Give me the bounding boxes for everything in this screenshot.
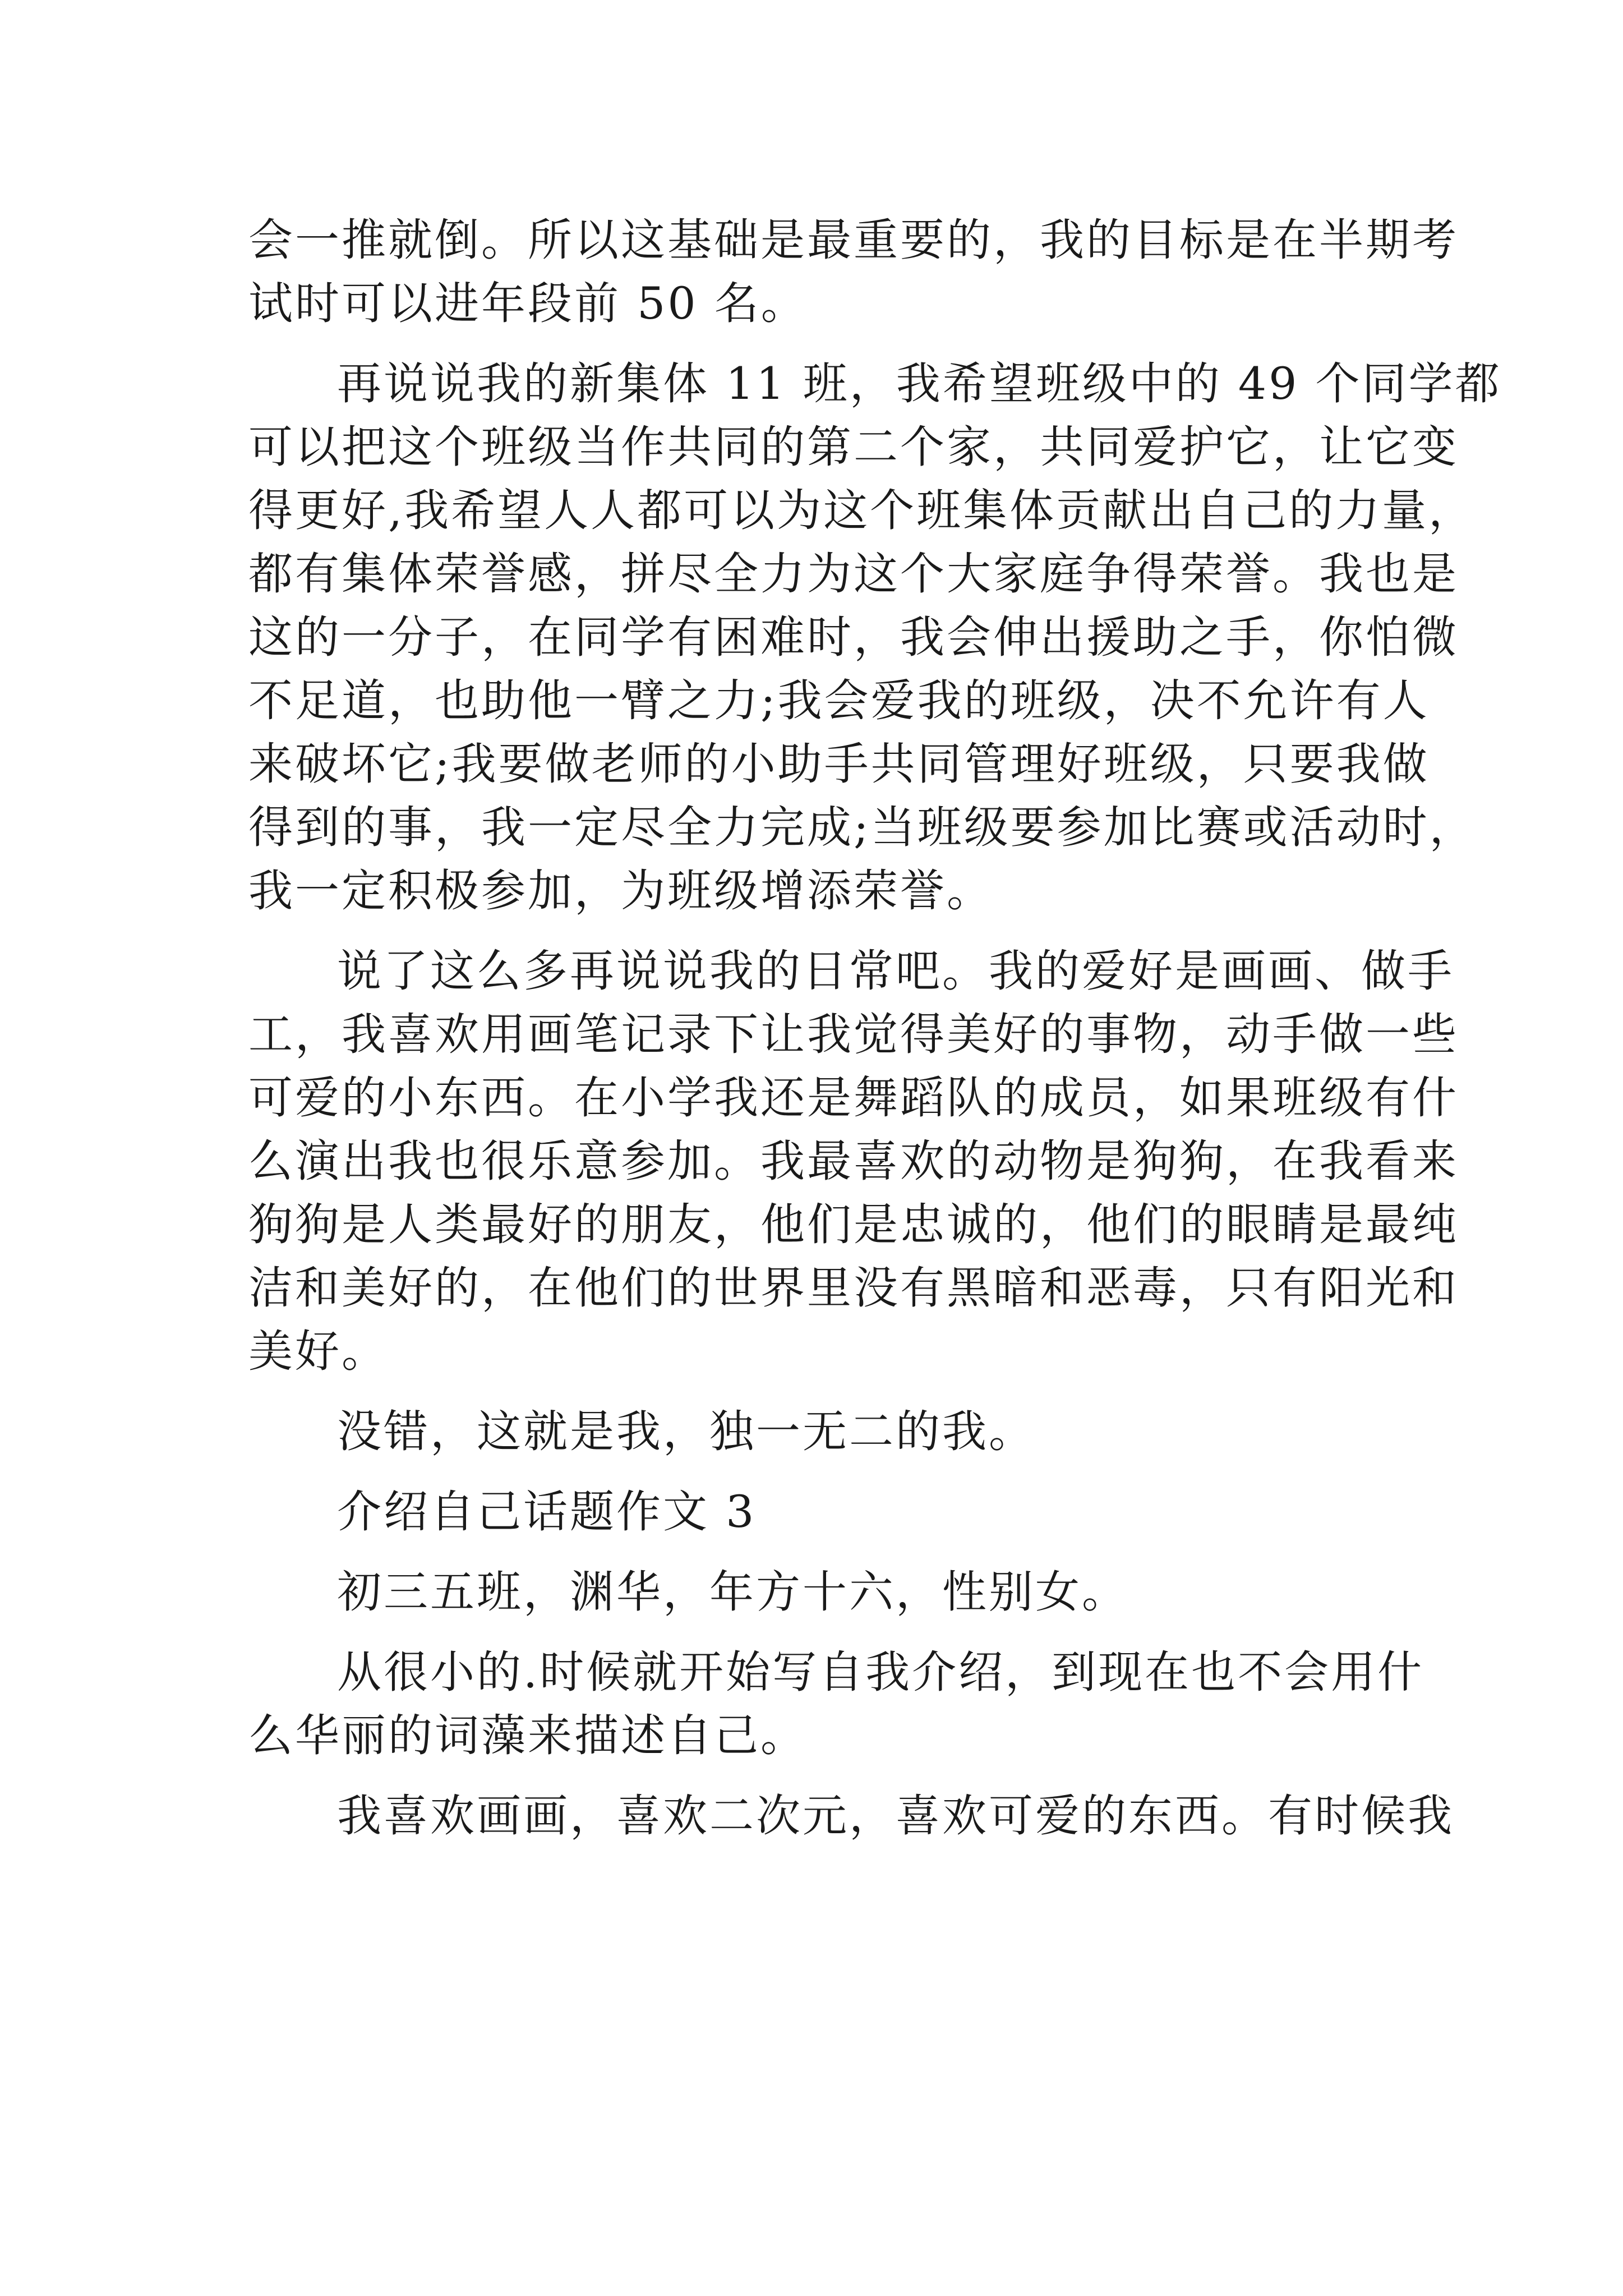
body-text [248, 209, 1502, 1848]
paragraph-start-line: 说了这么多再说说我的日常吧。我的爱好是画画、做手 [337, 945, 1454, 997]
text-line: 么华丽的词藻来描述自己。 [248, 1710, 807, 1761]
text-line: 可爱的小东西。在小学我还是舞蹈队的成员，如果班级有什 [248, 1072, 1459, 1124]
paragraph-start-line: 从很小的.时候就开始写自我介绍，到现在也不会用什 [337, 1646, 1424, 1698]
text-line: 狗狗是人类最好的朋友，他们是忠诚的，他们的眼睛是最纯 [248, 1199, 1459, 1250]
text-line: 美好。 [248, 1326, 388, 1377]
text-line: 工，我喜欢用画笔记录下让我觉得美好的事物，动手做一些 [248, 1009, 1459, 1060]
text-line: 不足道，也助他一臂之力;我会爱我的班级，决不允许有人 [248, 675, 1430, 726]
paragraph-start-line: 初三五班，渊华，年方十六，性别女。 [337, 1566, 1128, 1618]
text-line: 这的一分子，在同学有困难时，我会伸出援助之手，你怕微 [248, 611, 1459, 663]
text-line: 么演出我也很乐意参加。我最喜欢的动物是狗狗，在我看来 [248, 1135, 1459, 1187]
text-line: 试时可以进年段前 50 名。 [248, 278, 808, 329]
text-line: 得到的事，我一定尽全力完成;当班级要参加比赛或活动时， [248, 802, 1476, 853]
text-line: 我一定积极参加，为班级增添荣誉。 [248, 865, 993, 917]
paragraph-start-line: 没错，这就是我，独一无二的我。 [337, 1406, 1035, 1457]
text-line: 都有集体荣誉感，拼尽全力为这个大家庭争得荣誉。我也是 [248, 548, 1459, 600]
text-line: 得更好,我希望人人都可以为这个班集体贡献出自己的力量， [248, 485, 1476, 536]
paragraph-start-line: 我喜欢画画，喜欢二次元，喜欢可爱的东西。有时候我 [337, 1790, 1454, 1842]
text-line: 可以把这个班级当作共同的第二个家，共同爱护它，让它变 [248, 421, 1459, 473]
section-heading: 介绍自己话题作文 3 [337, 1486, 757, 1538]
text-line: 来破坏它;我要做老师的小助手共同管理好班级，只要我做 [248, 738, 1430, 790]
text-line: 会一推就倒。所以这基础是最重要的，我的目标是在半期考 [248, 214, 1459, 266]
paragraph-start-line: 再说说我的新集体 11 班，我希望班级中的 49 个同学都 [337, 358, 1502, 409]
text-line: 洁和美好的，在他们的世界里没有黑暗和恶毒，只有阳光和 [248, 1262, 1459, 1314]
